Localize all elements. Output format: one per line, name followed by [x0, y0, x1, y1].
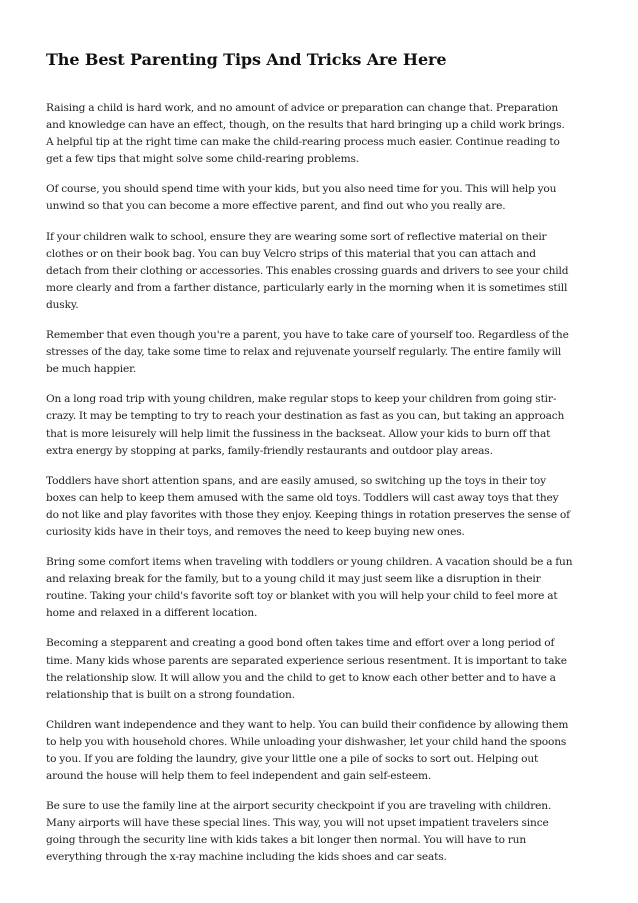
paragraph: Raising a child is hard work, and no amount of advice or preparation can change that. Preparation and knowledge can have an effect, though, on the results that hard bringing up a child work brings. A helpful tip at the right time can make the child-rearing process much easier. Continue reading to get a few tips that might solve some child-rearing problems.: [46, 102, 565, 166]
document-title: The Best Parenting Tips And Tricks Are Here: [46, 50, 447, 69]
paragraph: Be sure to use the family line at the airport security checkpoint if you are traveling with children. Many airports will have these special lines. This way, you will not upset impatient travelers since going through the security line with kids takes a bit longer then normal. You will have to run everything through the x-ray machine including the kids shoes and car seats.: [46, 800, 552, 864]
paragraph: Bring some comfort items when traveling with toddlers or young children. A vacation should be a fun and relaxing break for the family, but to a young child it may just seem like a disruption in their routine. Taking your child's favorite soft toy or blanket with you will help your child to feel more at home and relaxed in a different location.: [46, 556, 573, 620]
paragraph: Remember that even though you're a parent, you have to take care of yourself too. Regardless of the stresses of the day, take some time to relax and rejuvenate yourself regularly. The entire family will be much happier.: [46, 329, 569, 376]
paragraph: Children want independence and they want to help. You can build their confidence by allowing them to help you with household chores. While unloading your dishwasher, let your child hand the spoons to you. If you are folding the laundry, give your little one a pile of socks to sort out. Helping out around the house will help them to feel independent and gain self-esteem.: [46, 718, 569, 783]
paragraph: Toddlers have short attention spans, and are easily amused, so switching up the toys in their toy boxes can help to keep them amused with the same old toys. Toddlers will cast away toys that they do not like and play favorites with those they enjoy. Keeping things in rotation preserves the sense of curiosity kids have in their toys, and removes the need to keep buying new ones.: [46, 474, 570, 538]
paragraph: If your children walk to school, ensure they are wearing some sort of reflective material on their clothes or on their book bag. You can buy Velcro strips of this material that you can attach and detach from their clothing or accessories. This enables crossing guards and drivers to see your child more clearly and from a farther distance, particularly early in the morning when it is sometimes still dusky.: [46, 230, 569, 311]
document-page: [46, 50, 594, 880]
paragraph: Of course, you should spend time with your kids, but you also need time for you. This will help you unwind so that you can become a more effective parent, and find out who you really are.: [46, 183, 557, 213]
paragraph: Becoming a stepparent and creating a good bond often takes time and effort over a long period of time. Many kids whose parents are separated experience serious resentment. It is important to take the relationship slow. It will allow you and the child to get to know each other better and to have a relationship that is built on a strong foundation.: [46, 637, 567, 701]
paragraph: On a long road trip with young children, make regular stops to keep your children from going stir- crazy. It may be tempting to try to reach your destination as fast as you can, but taking an approach that is more leisurely will help limit the fussiness in the backseat. Allow your kids to burn off that extra energy by stopping at parks, family-friendly restaurants and outdoor play areas.: [46, 393, 565, 457]
